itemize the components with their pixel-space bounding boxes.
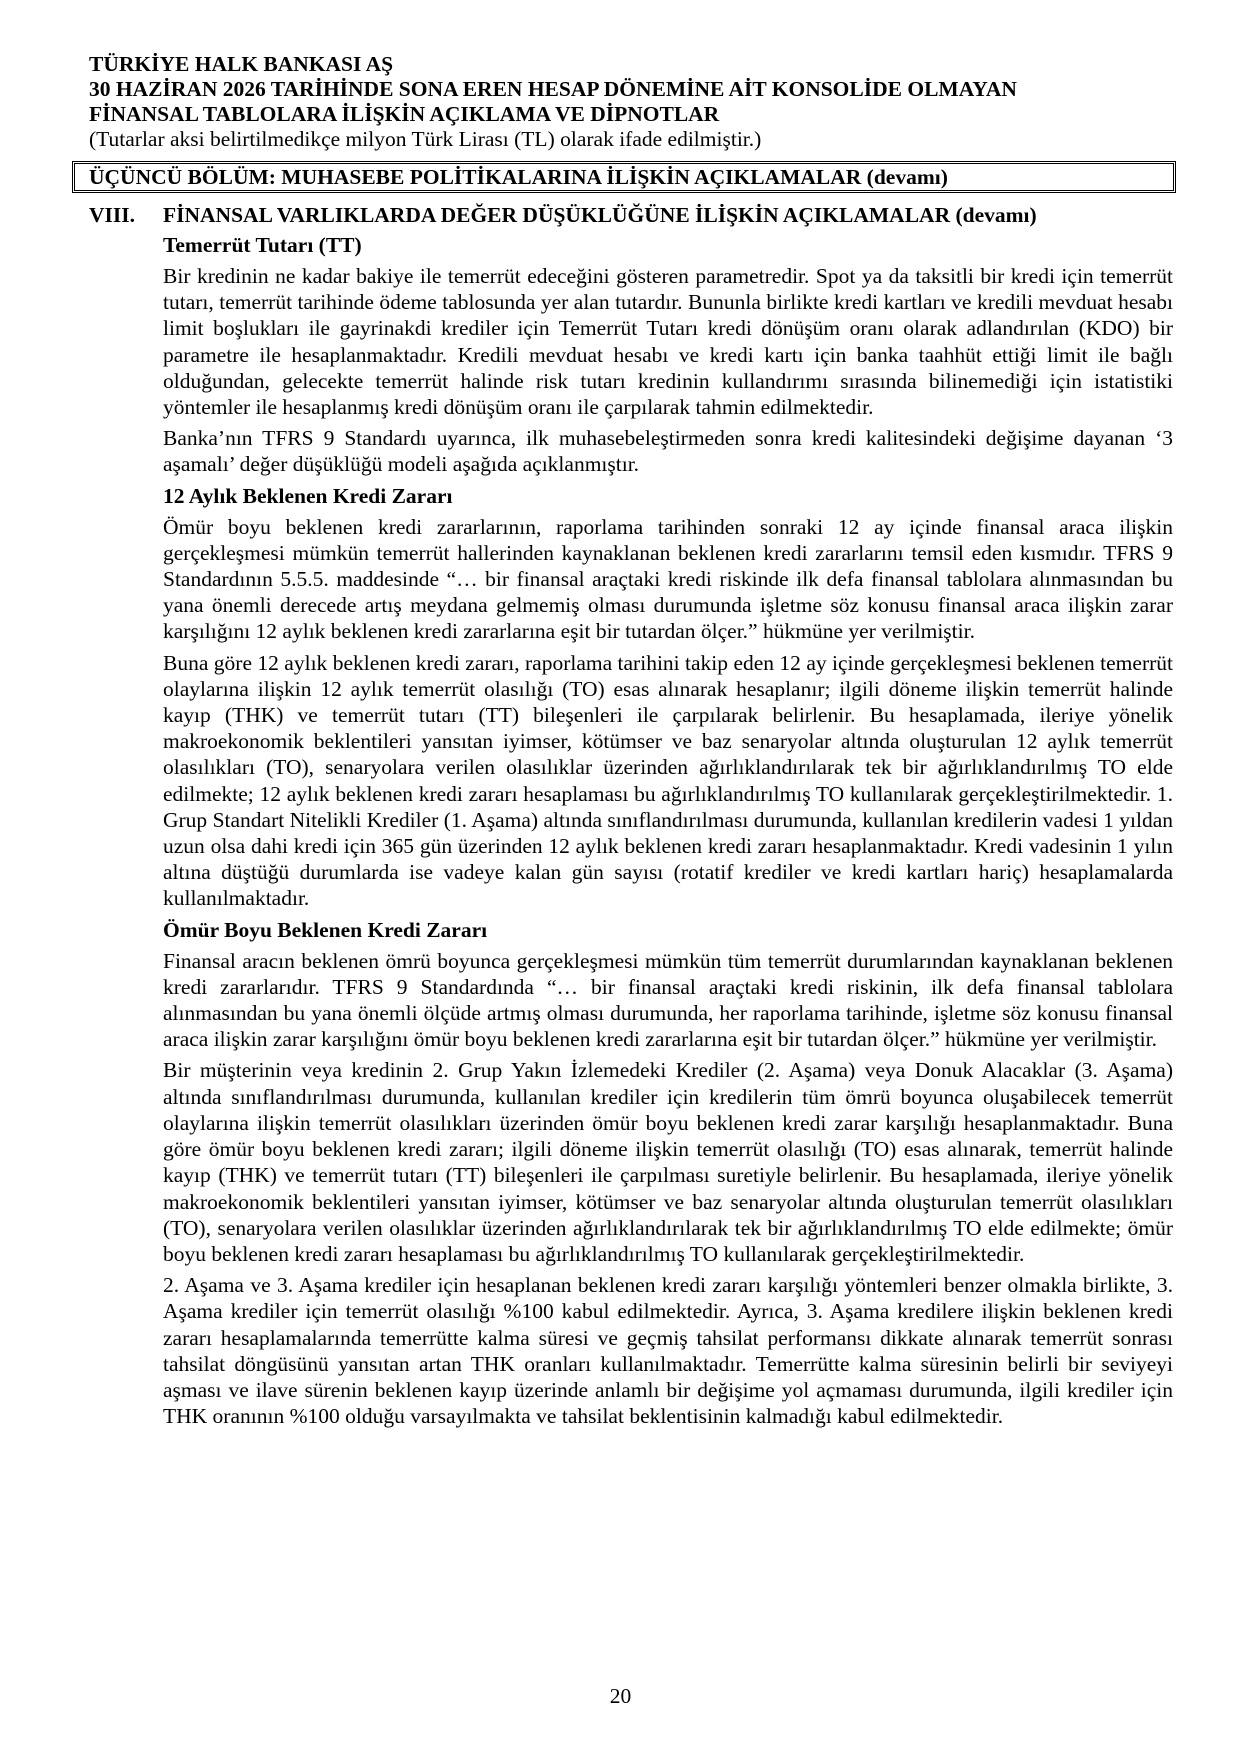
currency-note: (Tutarlar aksi belirtilmedikçe milyon Türk Lirası (TL) olarak ifade edilmiştir.): [89, 127, 762, 151]
body-paragraph: 2. Aşama ve 3. Aşama krediler için hesaplanan beklenen kredi zararı karşılığı yöntemleri benzer olmakla birlikte, 3. Aşama krediler için temerrüt olasılığı %100 kabul edilmektedir. Ayrıca, 3. Aşama kredilere ilişkin beklenen kredi zararı hesaplamalarında temerrütte kalma süresi ve geçmiş tahsilat performansı dikkate alınarak temerrüt sonrası tahsilat döngüsünü yansıtan artan THK oranları kullanılmaktadır. Temerrütte kalma süresinin belirli bir seviyeyi aşması ve ilave sürenin beklenen kayıp üzerinde anlamlı bir değişime yol açmaması durumunda, ilgili krediler için THK oranının %100 olduğu varsayılmakta ve tahsilat beklentisinin kalmadığı kabul edilmektedir.: [163, 1273, 1173, 1429]
section-heading: 12 Aylık Beklenen Kredi Zararı: [163, 483, 453, 508]
section-heading: Ömür Boyu Beklenen Kredi Zararı: [163, 917, 488, 942]
body-content: [163, 232, 1173, 1434]
chapter-number: VIII.: [89, 203, 136, 227]
section-title: ÜÇÜNCÜ BÖLÜM: MUHASEBE POLİTİKALARINA İLİŞKİN AÇIKLAMALAR (devamı): [72, 161, 1176, 193]
report-title: 30 HAZİRAN 2026 TARİHİNDE SONA EREN HESAP DÖNEMİNE AİT KONSOLİDE OLMAYAN: [89, 77, 1017, 101]
document-header: [89, 52, 1169, 152]
body-paragraph: Banka’nın TFRS 9 Standardı uyarınca, ilk muhasebeleştirmeden sonra kredi kalitesindeki değişime dayanan ‘3 aşamalı’ değer düşüklüğü modeli aşağıda açıklanmıştır.: [163, 426, 1173, 477]
body-paragraph: Bir müşterinin veya kredinin 2. Grup Yakın İzlemedeki Krediler (2. Aşama) veya Donuk Alacaklar (3. Aşama) altında sınıflandırılması durumunda, kullanılan krediler için kredilerin tüm ömrü boyunca oluşabilecek temerrüt olaylarına ilişkin temerrüt olasılıkları üzerinden ömür boyu beklenen kredi zarar karşılığı hesaplanmaktadır. Buna göre ömür boyu beklenen kredi zararı; ilgili döneme ilişkin temerrüt olasılığı (TO) esas alınarak, temerrüt halinde kayıp (THK) ve temerrüt tutarı (TT) bileşenleri ile çarpılması suretiyle belirlenir. Bu hesaplamada, ileriye yönelik makroekonomik beklentileri yansıtan iyimser, kötümser ve baz senaryolar altında oluşturulan temerrüt olasılıkları (TO), senaryolara verilen olasılıklar üzerinden ağırlıklandırılarak tek bir ağırlıklandırılmış TO elde edilmekte; ömür boyu beklenen kredi zararı hesaplaması bu ağırlıklandırılmış TO kullanılarak gerçekleştirilmektedir.: [163, 1058, 1173, 1266]
body-paragraph: Buna göre 12 aylık beklenen kredi zararı, raporlama tarihini takip eden 12 ay içinde gerçekleşmesi beklenen temerrüt olaylarına ilişkin 12 aylık temerrüt olasılığı (TO) esas alınarak hesaplanır; ilgili döneme ilişkin temerrüt halinde kayıp (THK) ve temerrüt tutarı (TT) bileşenleri ile çarpılarak belirlenir. Bu hesaplamada, ileriye yönelik makroekonomik beklentileri yansıtan iyimser, kötümser ve baz senaryolar altında oluşturulan 12 aylık temerrüt olasılıkları (TO), senaryolara verilen olasılıklar üzerinden ağırlıklandırılarak tek bir ağırlıklandırılmış TO elde edilmekte; 12 aylık beklenen kredi zararı hesaplaması bu ağırlıklandırılmış TO kullanılarak gerçekleştirilmektedir. 1. Grup Standart Nitelikli Krediler (1. Aşama) altında sınıflandırılması durumunda, kullanılan kredilerin vadesi 1 yıldan uzun olsa dahi kredi için 365 gün üzerinden 12 aylık beklenen kredi zararı hesaplanmaktadır. Kredi vadesinin 1 yılın altına düştüğü durumlarda ise vadeye kalan gün sayısı (rotatif krediler ve kredi kartları hariç) hesaplamalarda kullanılmaktadır.: [163, 650, 1173, 911]
chapter-title: FİNANSAL VARLIKLARDA DEĞER DÜŞÜKLÜĞÜNE İLİŞKİN AÇIKLAMALAR (devamı): [163, 203, 1037, 227]
report-subtitle: FİNANSAL TABLOLARA İLİŞKİN AÇIKLAMA VE DİPNOTLAR: [89, 102, 720, 126]
body-paragraph: Ömür boyu beklenen kredi zararlarının, raporlama tarihinden sonraki 12 ay içinde finansal araca ilişkin gerçekleşmesi mümkün temerrüt hallerinden kaynaklanan beklenen kredi zararlarını temsil eden kısmıdır. TFRS 9 Standardının 5.5.5. maddesinde “… bir finansal araçtaki kredi riskinde ilk defa finansal tablolara alınmasından bu yana önemli derecede artış meydana gelmemiş olması durumunda işletme söz konusu finansal araca ilişkin zarar karşılığını 12 aylık beklenen kredi zararlarına eşit bir tutardan ölçer.” hükmüne yer verilmiştir.: [163, 514, 1173, 644]
bank-name: TÜRKİYE HALK BANKASI AŞ: [89, 52, 394, 76]
body-paragraph: Bir kredinin ne kadar bakiye ile temerrüt edeceğini gösteren parametredir. Spot ya da taksitli bir kredi için temerrüt tutarı, temerrüt tarihinde ödeme tablosunda yer alan tutardır. Bununla birlikte kredi kartları ve kredili mevduat hesabı limit boşlukları ile gayrinakdi krediler için Temerrüt Tutarı kredi dönüşüm oranı olarak adlandırılan (KDO) bir parametre ile hesaplanmaktadır. Kredili mevduat hesabı ve kredi kartı için banka taahhüt ettiği limit ile bağlı olduğundan, gelecekte temerrüt halinde risk tutarı kredinin kullandırımı sırasında bilinemediği için istatistiki yöntemler ile hesaplanmış kredi dönüşüm oranı ile çarpılarak tahmin edilmektedir.: [163, 264, 1173, 420]
section-heading: Temerrüt Tutarı (TT): [163, 233, 362, 257]
body-paragraph: Finansal aracın beklenen ömrü boyunca gerçekleşmesi mümkün tüm temerrüt durumlarından kaynaklanan beklenen kredi zararlarıdır. TFRS 9 Standardında “… bir finansal araçtaki kredi riskinin, ilk defa finansal tablolara alınmasından bu yana önemli ölçüde artmış olması durumunda, her raporlama tarihinde, işletme söz konusu finansal araca ilişkin zarar karşılığını ömür boyu beklenen kredi zararlarına eşit bir tutardan ölçer.” hükmüne yer verilmiştir.: [163, 948, 1173, 1052]
page-number: 20: [609, 1684, 632, 1708]
